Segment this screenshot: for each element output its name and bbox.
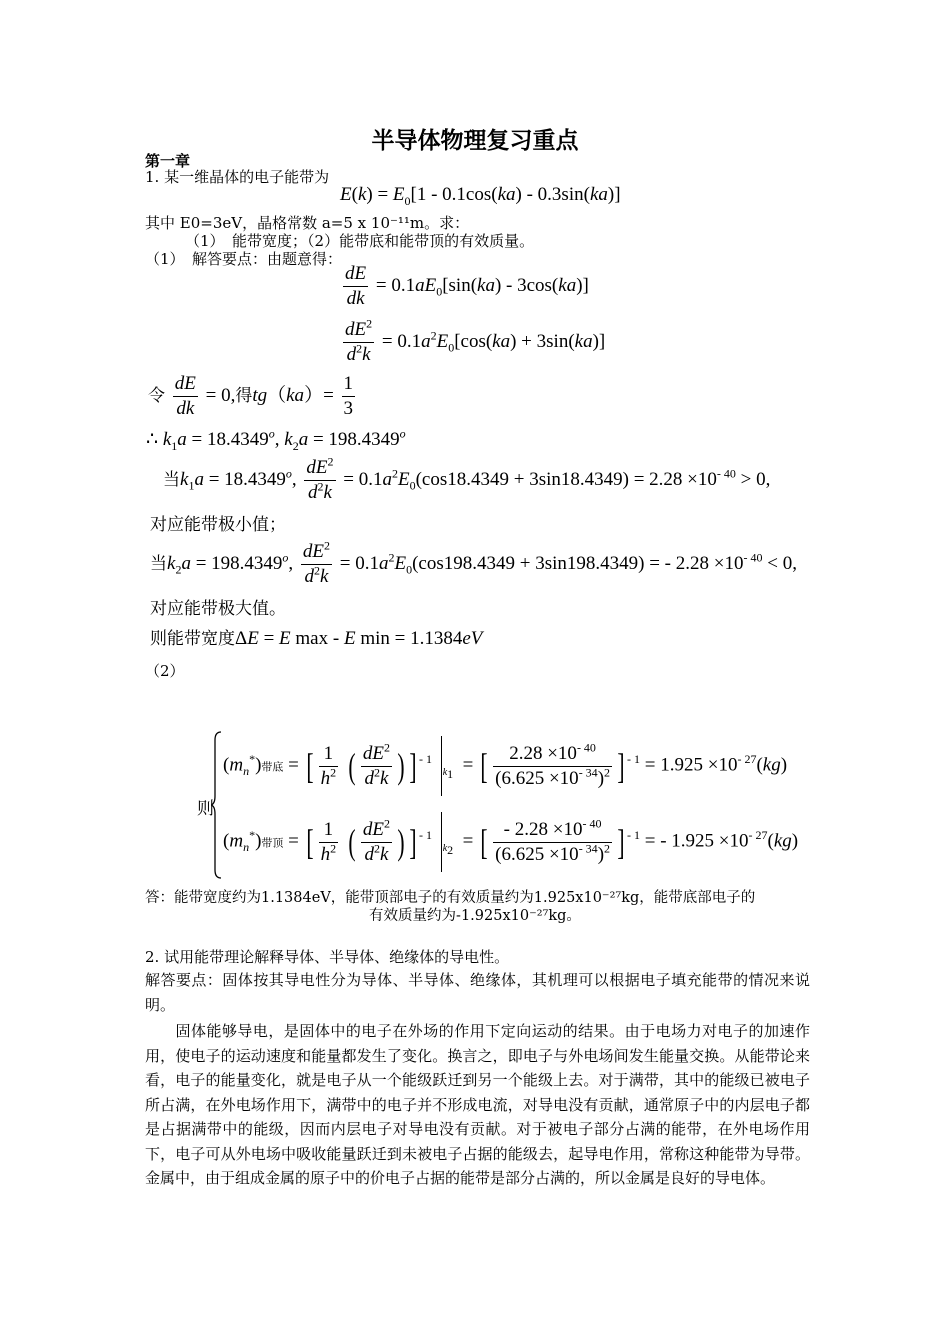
page-title: 半导体物理复习重点 [371, 127, 579, 154]
q1-tasks: （1） 能带宽度；（2）能带底和能带顶的有效质量。 [185, 232, 535, 250]
case-maximum-note: 对应能带极大值。 [150, 599, 286, 619]
part-two-label: （2） [145, 662, 185, 680]
q1-answer-line-1: 答：能带宽度约为1.1384eV，能带顶部电子的有效质量约为1.925x10⁻²⁷kg，能带底部电子的 [145, 890, 756, 906]
q2-paragraph-text: 固体能够导电，是固体中的电子在外场的作用下定向运动的结果。由于电场力对电子的加速作用，使电子的运动速度和能量都发生了变化。换言之，即电子与外电场间发生能量交换。从能带论来看，电子的能量变化，就是电子从一个能级跃迁到另一个能级上去。对于满带，其中的能级已被电子所占满，在外电场作用下，满带中的电子并不形成电流，对导电没有贡献，通常原子中的内层电子都是占据满带中的能级，因而内层电子对导电没有贡献。对于被电子部分占满的能带，在外电场作用下，电子可从外电场中吸收能量跃迁到未被电子占据的能级去，起导电作用，常称这种能带为导带。金属中，由于组成金属的原子中的价电子占据的能带是部分占满的，所以金属是良好的导电体。 [145, 1022, 810, 1187]
let-condition: 令 $\frac{dE}{dk}$ = 0,得tg（ka）= $\frac{1}{3}$ [148, 373, 354, 419]
q1-given: 其中 E0=3eV，晶格常数 a=5 x 10⁻¹¹m。求： [145, 214, 470, 232]
case-minimum: 当$k_1a = 18.4349^o$, $\frac{dE^2}{d^2k}$ = $0.1a^2E_0(\cos 18.4349 + 3\sin 18.4349) = 2.28 \times 10^{- 40} > 0$, [163, 454, 771, 503]
case-minimum-note: 对应能带极小值； [150, 515, 286, 535]
q1-answer-line-2: 有效质量约为-1.925x10⁻²⁷kg。 [369, 908, 581, 924]
ze-label: 则 [197, 799, 214, 819]
left-brace [211, 730, 223, 880]
mass-row-bottom: $(m_n^*)$带底 = [ $\frac{1}{h^2}$ ( $\frac{dE^2}{d^2k}$ ) ] $^{- 1}$ $_{k_1}$ = [ $\frac{2.28 \times 10^{- 40}}{(6.625 \times 10^{- 34})^2}$ ] $^{- 1} = 1.925 \times 10^{- 27}(kg)$ [223, 736, 787, 796]
case-maximum: 当$k_2a = 198.4349^o$, $\frac{dE^2}{d^2k}$ = $0.1a^2E_0(\cos 198.4349 + 3\sin 198.4349)$ = - $2.28 \times 10^{- 40} < 0$, [150, 538, 797, 587]
band-width-line: 则能带宽度ΔE = E max - E min = 1.1384eV [150, 628, 483, 649]
q1-prompt: 1. 某一维晶体的电子能带为 [145, 168, 330, 186]
mass-row-top: $(m_n^*)$带顶 = [ $\frac{1}{h^2}$ ( $\frac{dE^2}{d^2k}$ ) ] $^{- 1}$ $_{k_2}$ = [ $\frac{- 2.28 \times 10^{- 40}}{(6.625 \times 10^{- 34})^2}$ ] $^{- 1}$ = - $1.925 \times 10^{- 27}(kg)$ [223, 812, 798, 872]
chapter-heading: 第一章 [145, 152, 191, 170]
q2-paragraph [145, 1019, 810, 1191]
q2-prompt: 2. 试用能带理论解释导体、半导体、绝缘体的导电性。 [145, 948, 510, 966]
q1-solution-intro: （1） 解答要点：由题意得： [145, 250, 343, 268]
q2-answer-intro: 解答要点：固体按其导电性分为导体、半导体、绝缘体，其机理可以根据电子填充能带的情况来说明。 [145, 971, 810, 1014]
energy-band-formula: $E(k) = E_0[1 - 0.1\cos(ka) - 0.3\sin(ka)]$ [340, 184, 621, 208]
first-derivative-formula: $\frac{dE}{dk}$ = $0.1aE_0[\sin(ka) - 3\cos(ka)]$ [345, 263, 589, 309]
second-derivative-formula: $\frac{dE^2}{d^2k}$ = $0.1a^2E_0[\cos(ka) + 3\sin(ka)]$ [345, 316, 606, 365]
therefore-line: ∴ $k_1a = 18.4349^o$, $k_2a = 198.4349^o$ [146, 426, 406, 453]
effective-mass-system [195, 730, 799, 880]
